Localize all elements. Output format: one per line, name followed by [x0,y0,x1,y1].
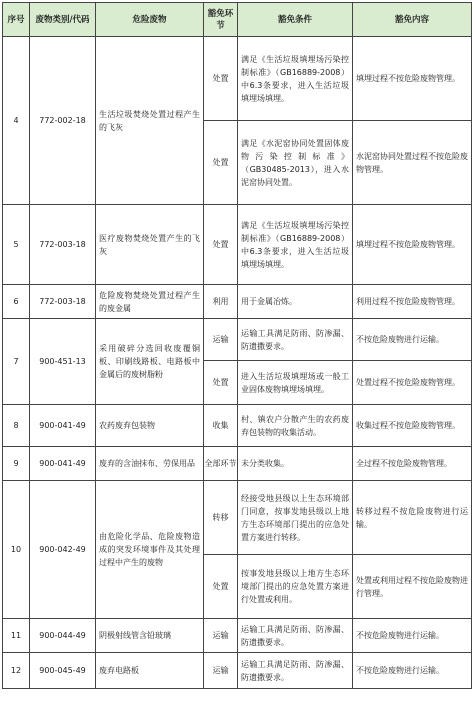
stage-cell: 运输 [204,653,238,689]
condition-cell: 满足《生活垃圾填埋场污染控制标准》（GB16889-2008）中6.3条要求，进入生活垃圾填埋场填埋。 [238,37,353,121]
header-waste: 危险废物 [96,3,204,37]
table-row [3,37,472,121]
content-cell: 不按危险废物进行运输。 [353,619,472,653]
code-cell: 900-045-49 [30,653,96,689]
seq-cell: 4 [3,37,30,205]
table-header-row [3,3,472,37]
content-cell: 转移过程不按危险废物进行运输。 [353,481,472,555]
condition-cell: 经接受地县级以上生态环境部门同意，按事发地县级以上地方生态环境部门提出的应急处置方案进行转移。 [238,481,353,555]
condition-cell: 进入生活垃圾填埋场或一般工业固体废物填埋场填埋。 [238,361,353,405]
waste-cell: 阴极射线管含铅玻璃 [96,619,204,653]
header-stage: 豁免环节 [204,3,238,37]
condition-cell: 按事发地县级以上地方生态环境部门提出的应急处置方案进行处置或利用。 [238,555,353,619]
content-cell: 利用过程不按危险废物管理。 [353,285,472,319]
content-cell: 全过程不按危险废物管理。 [353,447,472,481]
content-cell: 水泥窑协同处置过程不按危险废物管理。 [353,121,472,205]
stage-cell: 运输 [204,619,238,653]
seq-cell: 11 [3,619,30,653]
stage-cell: 处置 [204,555,238,619]
condition-cell: 用于金属冶炼。 [238,285,353,319]
stage-cell: 处置 [204,361,238,405]
condition-cell: 运输工具满足防雨、防渗漏、防遗撒要求。 [238,319,353,361]
code-cell: 900-044-49 [30,619,96,653]
stage-cell: 全部环节 [204,447,238,481]
condition-cell: 未分类收集。 [238,447,353,481]
code-cell: 772-003-18 [30,205,96,285]
header-content: 豁免内容 [353,3,472,37]
content-cell: 填埋过程不按危险废物管理。 [353,205,472,285]
waste-cell: 采用破碎分选回收废覆铜板、印刷线路板、电路板中金属后的废树脂粉 [96,319,204,405]
table-row [3,447,472,481]
stage-cell: 收集 [204,405,238,447]
waste-cell: 生活垃圾焚烧处置过程产生的飞灰 [96,37,204,205]
table-row [3,653,472,689]
table-row [3,405,472,447]
header-condition: 豁免条件 [238,3,353,37]
stage-cell: 处置 [204,121,238,205]
table-row [3,619,472,653]
stage-cell: 利用 [204,285,238,319]
waste-cell: 由危险化学品、危险废物造成的突发环境事件及其处理过程中产生的废物 [96,481,204,619]
waste-cell: 危险废物焚烧处置过程产生的废金属 [96,285,204,319]
stage-cell: 处置 [204,205,238,285]
code-cell: 900-042-49 [30,481,96,619]
content-cell: 不按危险废物进行运输。 [353,319,472,361]
stage-cell: 运输 [204,319,238,361]
condition-cell: 满足《生活垃圾填埋场污染控制标准》（GB16889-2008）中6.3条要求，进入生活垃圾填埋场填埋。 [238,205,353,285]
header-code: 废物类别/代码 [30,3,96,37]
table-row [3,319,472,361]
content-cell: 收集过程不按危险废物管理。 [353,405,472,447]
seq-cell: 5 [3,205,30,285]
table-row [3,285,472,319]
seq-cell: 8 [3,405,30,447]
exemption-table [2,2,472,689]
condition-cell: 运输工具满足防雨、防渗漏、防遗撒要求。 [238,653,353,689]
condition-cell: 运输工具满足防雨、防渗漏、防遗撒要求。 [238,619,353,653]
seq-cell: 7 [3,319,30,405]
waste-cell: 废弃的含油抹布、劳保用品 [96,447,204,481]
waste-cell: 废弃电路板 [96,653,204,689]
code-cell: 900-041-49 [30,405,96,447]
seq-cell: 10 [3,481,30,619]
table-row [3,205,472,285]
code-cell: 772-003-18 [30,285,96,319]
seq-cell: 6 [3,285,30,319]
seq-cell: 12 [3,653,30,689]
code-cell: 900-041-49 [30,447,96,481]
stage-cell: 转移 [204,481,238,555]
code-cell: 900-451-13 [30,319,96,405]
table-row [3,481,472,555]
waste-cell: 农药废弃包装物 [96,405,204,447]
waste-cell: 医疗废物焚烧处置产生的飞灰 [96,205,204,285]
content-cell: 不按危险废物进行运输。 [353,653,472,689]
content-cell: 处置或利用过程不按危险废物进行管理。 [353,555,472,619]
seq-cell: 9 [3,447,30,481]
code-cell: 772-002-18 [30,37,96,205]
content-cell: 填埋过程不按危险废物管理。 [353,37,472,121]
header-seq: 序号 [3,3,30,37]
stage-cell: 处置 [204,37,238,121]
content-cell: 处置过程不按危险废物管理。 [353,361,472,405]
condition-cell: 满足《水泥窑协同处置固体废物污染控制标准》（GB30485-2013），进入水泥窑协同处置。 [238,121,353,205]
condition-cell: 村、镇农户分散产生的农药废弃包装物的收集活动。 [238,405,353,447]
